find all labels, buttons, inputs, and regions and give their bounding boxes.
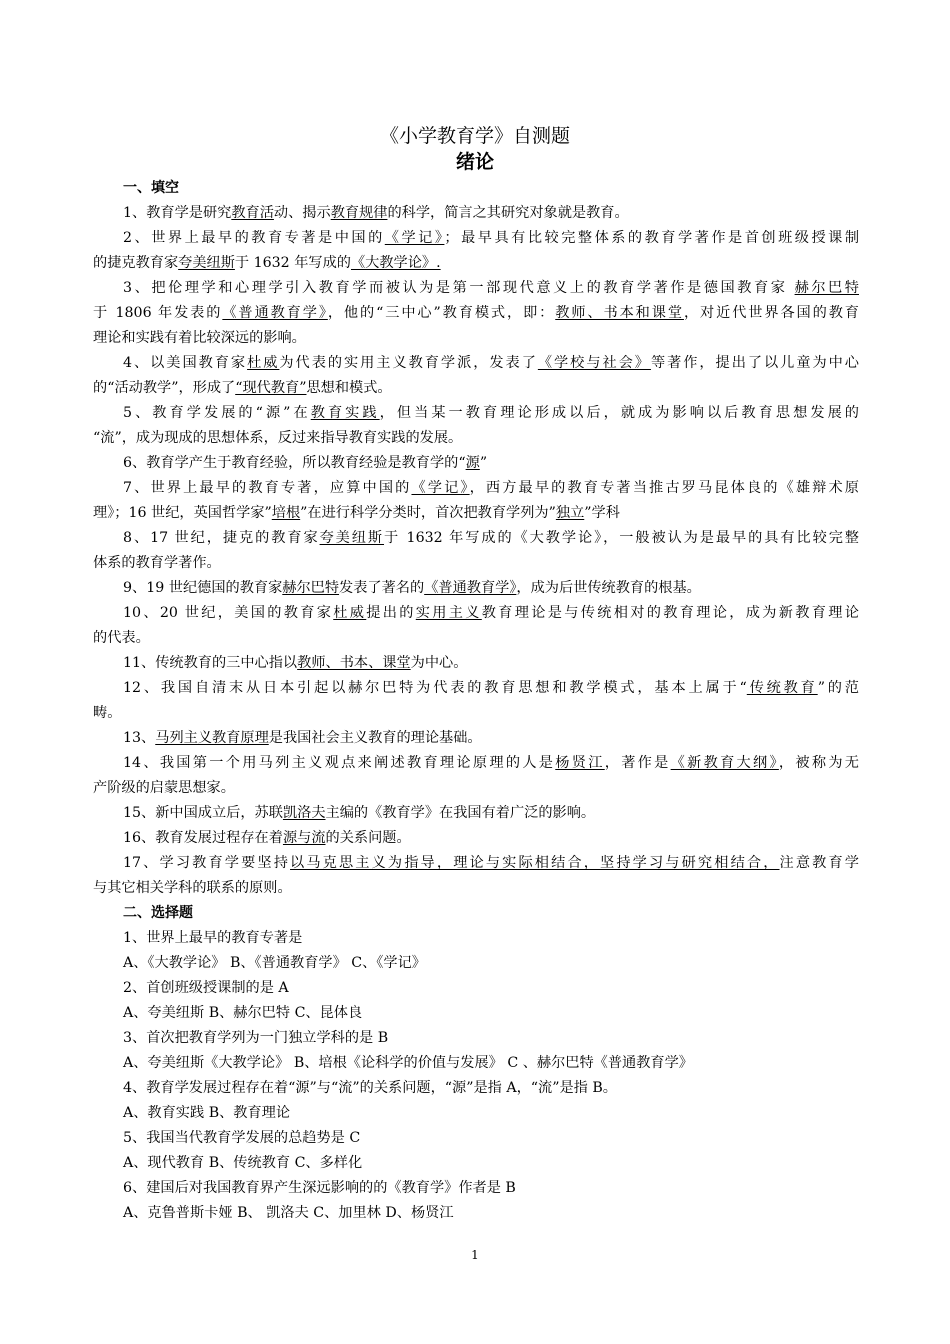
answer-underlined: 教师、书本和课堂 [555, 305, 684, 321]
text-segment: 于 1632 年写成的《大教学论》，一般被认为是最早的具有比较完整 [384, 530, 859, 546]
text-line [93, 576, 859, 601]
text-segment: ，著作是 [604, 755, 671, 771]
text-line [93, 1026, 859, 1051]
text-segment: 教育理论是与传统相对的教育理论，成为新教育理论 [481, 605, 859, 621]
text-line [93, 701, 859, 726]
text-line [93, 926, 859, 951]
document-body [93, 176, 859, 1226]
answer-underlined: 教育实践 [310, 405, 380, 421]
text-segment: ，被称为无 [778, 755, 859, 771]
text-segment: 6、教育学产生于教育经验，所以教育经验是教育学的“ [123, 455, 466, 471]
text-segment: 为中心。 [410, 655, 468, 671]
text-line [93, 626, 859, 651]
text-line [93, 1126, 859, 1151]
text-segment: 2、首创班级授课制的是 A [123, 980, 289, 996]
text-segment: ，但当某一教育理论形成以后，就成为影响以后教育思想发展的 [379, 405, 859, 421]
answer-underlined: 教育规律 [330, 205, 388, 221]
text-segment: 17、学习教育学要坚持 [123, 855, 291, 871]
text-line [93, 476, 859, 501]
text-line [93, 726, 859, 751]
text-line [93, 801, 859, 826]
text-segment: 8、17 世纪，捷克的教育家 [123, 530, 320, 546]
text-line [93, 276, 859, 301]
text-line [93, 551, 859, 576]
section-heading [93, 901, 859, 926]
text-segment: 于 1632 年写成的 [234, 255, 351, 271]
text-segment: ”的范 [817, 680, 859, 696]
text-segment: 的“活动教学”，形成了 [93, 380, 236, 396]
text-segment: 7、世界上最早的教育专著，应算中国的 [123, 480, 412, 496]
text-line [93, 976, 859, 1001]
answer-underlined: 赫尔巴特 [794, 280, 859, 296]
answer-underlined: 源与流 [282, 830, 326, 846]
text-line [93, 851, 859, 876]
text-segment: 的关系问题。 [325, 830, 411, 846]
text-line [93, 1051, 859, 1076]
text-segment: ” [479, 455, 488, 471]
document-title: 《小学教育学》自测题 [379, 125, 570, 147]
answer-underlined: 《学校与社会》 [537, 355, 651, 371]
text-segment: 6、建国后对我国教育界产生深远影响的的《教育学》作者是 B [123, 1180, 516, 1196]
answer-underlined: “现代教育” [235, 380, 307, 396]
text-segment: 1、教育学是研究 [123, 205, 232, 221]
answer-underlined: 实用主义 [415, 605, 482, 621]
text-segment: A、现代教育 B、传统教育 C、多样化 [123, 1155, 363, 1171]
section-heading [93, 176, 859, 201]
text-segment: 的代表。 [93, 630, 150, 646]
text-segment: 的科学，简言之其研究对象就是教育。 [387, 205, 629, 221]
text-line [93, 251, 859, 276]
text-segment: A、夸美纽斯 B、赫尔巴特 C、昆体良 [123, 1005, 363, 1021]
text-segment: ”在进行科学分类时，首次把教育学列为” [300, 505, 556, 521]
text-line [93, 826, 859, 851]
answer-underlined: 《学记》 [384, 230, 445, 246]
answer-underlined: 《普通教育学》 [222, 305, 328, 321]
text-segment: ”学科 [584, 505, 620, 521]
text-segment: 5、教育学发展的“源”在 [123, 405, 311, 421]
text-line [93, 376, 859, 401]
text-segment: 二、选择题 [123, 905, 193, 921]
text-segment: 注意教育学 [779, 855, 859, 871]
text-line [93, 651, 859, 676]
answer-underlined: 杜威 [247, 355, 280, 371]
text-segment: 提出的 [366, 605, 416, 621]
text-segment: 于 1806 年发表的 [93, 305, 223, 321]
answer-underlined: 教育活 [231, 205, 274, 221]
text-segment: 13、 [123, 730, 156, 746]
text-segment: 发表了著名的 [339, 580, 425, 596]
answer-underlined: 《大教学论》. [350, 255, 441, 271]
text-segment: 12、我国自清末从日本引起以赫尔巴特为代表的教育思想和教学模式，基本上属于“ [123, 680, 747, 696]
text-line [93, 1076, 859, 1101]
text-segment: A、克鲁普斯卡娅 B、 凯洛夫 C、加里林 D、杨贤江 [123, 1205, 454, 1221]
text-segment: A、教育实践 B、教育理论 [123, 1105, 291, 1121]
text-segment: 是我国社会主义教育的理论基础。 [268, 730, 482, 746]
text-segment: 14、我国第一个用马列主义观点来阐述教育理论原理的人是 [123, 755, 556, 771]
text-segment: 体系的教育学著作。 [93, 555, 221, 571]
text-segment: 的捷克教育家 [93, 255, 179, 271]
answer-underlined: 杨贤江 [555, 755, 605, 771]
text-line [93, 326, 859, 351]
text-segment: 2、世界上最早的教育专著是中国的 [123, 230, 385, 246]
text-segment: “流”，成为现成的思想体系，反过来指导教育实践的发展。 [93, 430, 463, 446]
text-segment: 主编的《教育学》在我国有着广泛的影响。 [325, 805, 596, 821]
text-segment: 11、传统教育的三中心指以 [123, 655, 298, 671]
text-segment: 与其它相关学科的联系的原则。 [93, 880, 292, 896]
text-line [93, 351, 859, 376]
answer-underlined: 夸美纽斯 [319, 530, 385, 546]
text-line [93, 1176, 859, 1201]
text-line [93, 301, 859, 326]
text-segment: 动、揭示 [273, 205, 331, 221]
text-segment: ，对近代世界各国的教育 [683, 305, 859, 321]
text-segment: ，成为后世传统教育的根基。 [516, 580, 701, 596]
answer-underlined: 传统教育 [746, 680, 818, 696]
text-line [93, 401, 859, 426]
text-segment: 理》；16 世纪，英国哲学家” [93, 505, 272, 521]
text-segment: 1、世界上最早的教育专著是 [123, 930, 303, 946]
text-segment: 16、教育发展过程存在着 [123, 830, 283, 846]
text-segment: 畴。 [93, 705, 122, 721]
chapter-heading: 绪论 [455, 151, 494, 173]
text-segment: ，他的“三中心”教育模式，即： [327, 305, 556, 321]
answer-underlined: 以马克思主义为指导，理论与实际相结合，坚持学习与研究相结合， [290, 855, 780, 871]
text-segment: 3、首次把教育学列为一门独立学科的是 B [123, 1030, 389, 1046]
text-segment: 等著作，提出了以儿童为中心 [650, 355, 859, 371]
text-line [93, 1101, 859, 1126]
answer-underlined: 源 [465, 455, 480, 471]
answer-underlined: 马列主义教育原理 [155, 730, 269, 746]
text-line [93, 526, 859, 551]
answer-underlined: 《学记》 [411, 480, 470, 496]
text-line [93, 751, 859, 776]
text-segment: 为代表的实用主义教育学派，发表了 [279, 355, 538, 371]
answer-underlined: 《普通教育学》 [424, 580, 517, 596]
text-segment: 4、以美国教育家 [123, 355, 248, 371]
answer-underlined: 独立 [555, 505, 585, 521]
text-segment: 4、教育学发展过程存在着“源”与“流”的关系问题，“源”是指 A，“流”是指 B。 [123, 1080, 617, 1096]
text-line [93, 776, 859, 801]
text-line [93, 876, 859, 901]
text-line [93, 451, 859, 476]
answer-underlined: 杜威 [333, 605, 367, 621]
text-segment: 思想和模式。 [306, 380, 392, 396]
text-segment: ；最早具有比较完整体系的教育学著作是首创班级授课制 [444, 230, 859, 246]
answer-underlined: 夸美纽斯 [178, 255, 235, 271]
text-line [93, 601, 859, 626]
text-segment: A、《大教学论》 B、《普通教育学》 C、《学记》 [123, 955, 426, 971]
page-number: 1 [471, 1248, 479, 1262]
text-segment: 3、把伦理学和心理学引入教育学而被认为是第一部现代意义上的教育学著作是德国教育家 [123, 280, 795, 296]
text-segment: 15、新中国成立后，苏联 [123, 805, 283, 821]
text-line [93, 1151, 859, 1176]
answer-underlined: 培根 [271, 505, 301, 521]
answer-underlined: 《新教育大纲》 [670, 755, 779, 771]
text-line [93, 226, 859, 251]
text-line [93, 501, 859, 526]
text-line [93, 201, 859, 226]
answer-underlined: 凯洛夫 [282, 805, 326, 821]
text-segment: 理论和实践有着比较深远的影响。 [93, 330, 306, 346]
answer-underlined: 教师、书本、课堂 [297, 655, 411, 671]
text-segment: 5、我国当代教育学发展的总趋势是 C [123, 1130, 361, 1146]
answer-underlined: 赫尔巴特 [282, 580, 340, 596]
text-segment: 10、20 世纪，美国的教育家 [123, 605, 334, 621]
text-segment: A、夸美纽斯《大教学论》 B、培根《论科学的价值与发展》 C 、赫尔巴特《普通教育学》 [123, 1055, 693, 1071]
text-line [93, 1001, 859, 1026]
text-line [93, 676, 859, 701]
text-segment: ，西方最早的教育专著当推古罗马昆体良的《雄辩术原 [469, 480, 859, 496]
text-line [93, 1201, 859, 1226]
text-segment: 9、19 世纪德国的教育家 [123, 580, 283, 596]
text-line [93, 951, 859, 976]
text-segment: 产阶级的启蒙思想家。 [93, 780, 235, 796]
text-line [93, 426, 859, 451]
text-segment: 一、填空 [123, 180, 179, 196]
